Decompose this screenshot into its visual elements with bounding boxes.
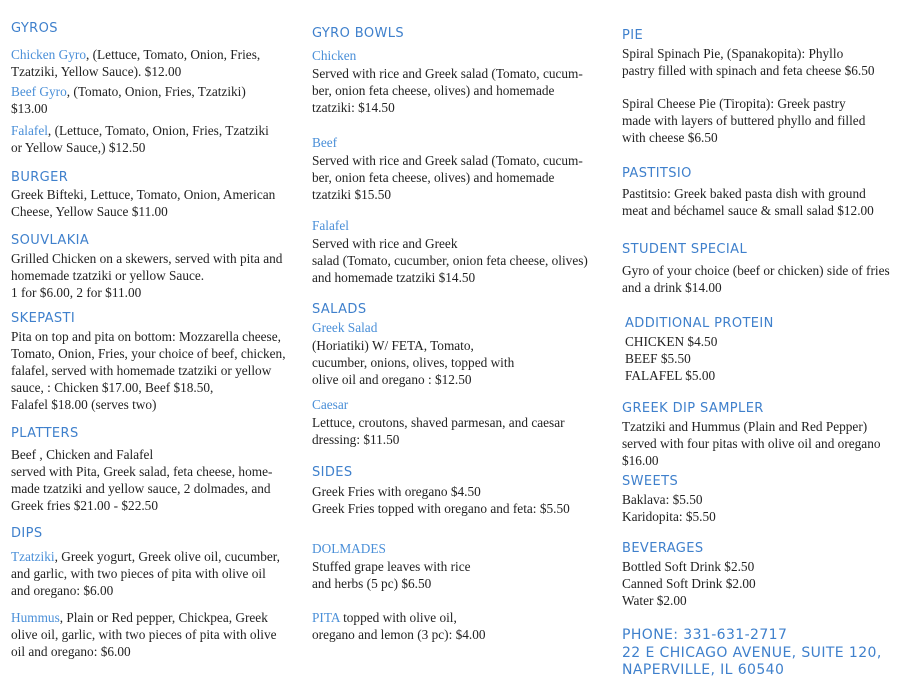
menu-item-description: Water $2.00 [622,593,687,608]
menu-item-text: , (Lettuce, Tomato, Onion, Fries, Tzatziki [47,123,269,138]
menu-item-description: tzatziki: $14.50 [312,100,395,115]
menu-item-description: Greek Bifteki, Lettuce, Tomato, Onion, American [11,187,276,202]
menu-item [11,83,246,117]
menu-item-description: served with Pita, Greek salad, feta cheese, home- [11,464,273,479]
menu-item-name: Tzatziki [11,549,55,564]
menu-item-description: Lettuce, croutons, shaved parmesan, and caesar [312,415,565,430]
menu-item-description: cucumber, onions, olives, topped with [312,355,515,370]
menu-item [622,558,756,609]
menu-item-description: Tzatziki and Hummus (Plain and Red Pepper) [622,419,868,434]
menu-item-description: Cheese, Yellow Sauce $11.00 [11,204,168,219]
menu-item-description: Karidopita: $5.50 [622,509,716,524]
menu-item-name: DOLMADES [312,541,386,556]
menu-item-description: CHICKEN $4.50 [625,334,718,349]
menu-item-description: Stuffed grape leaves with rice [312,559,471,574]
menu-item-description: oregano and lemon (3 pc): $4.00 [312,627,486,642]
menu-item-description: Tzatziki, Yellow Sauce). $12.00 [11,64,182,79]
menu-item [622,95,865,146]
menu-item-description: meat and béchamel sauce & small salad $12.00 [622,203,874,218]
menu-item [11,328,286,413]
menu-item-description: Spiral Spinach Pie, (Spanakopita): Phyllo [622,46,844,61]
menu-item-name: Beef [312,135,338,150]
section-heading-skepasti: SKEPASTI [11,311,76,326]
menu-item [625,333,717,384]
menu-item-description: ber, onion feta cheese, olives) and homemade [312,83,555,98]
menu-item [312,609,486,643]
menu-item [312,540,471,592]
menu-item-name: Chicken Gyro [11,47,86,62]
section-heading-souvlakia: SOUVLAKIA [11,233,90,248]
menu-item-description: Spiral Cheese Pie (Tiropita): Greek pastry [622,96,846,111]
menu-item-text: , Greek yogurt, Greek olive oil, cucumber, [54,549,280,564]
menu-item-description: olive oil and oregano : $12.50 [312,372,472,387]
menu-item-description [11,122,269,139]
menu-item-description [312,609,486,626]
menu-item-name: PITA [312,610,340,625]
menu-item-description [11,609,277,626]
menu-item-name: Beef Gyro [11,84,67,99]
menu-item-description: FALAFEL $5.00 [625,368,716,383]
menu-item-description: with cheese $6.50 [622,130,718,145]
section-heading-greek-dip-sampler: GREEK DIP SAMPLER [622,401,764,416]
menu-item [622,491,716,525]
menu-item-description [11,83,246,100]
menu-item-description: Tomato, Onion, Fries, your choice of beef, chicken, [11,346,286,361]
section-heading-pastitsio: PASTITSIO [622,166,692,181]
menu-item-description: Beef , Chicken and Falafel [11,447,154,462]
menu-item-text: , (Lettuce, Tomato, Onion, Fries, [85,47,261,62]
section-heading-gyros: GYROS [11,21,58,36]
menu-item [11,609,277,660]
menu-item-description: or Yellow Sauce,) $12.50 [11,140,146,155]
menu-item-description: dressing: $11.50 [312,432,400,447]
menu-item-description: and herbs (5 pc) $6.50 [312,576,432,591]
menu-item-description: and homemade tzatziki $14.50 [312,270,476,285]
address-line-1: 22 E CHICAGO AVENUE, SUITE 120, [622,644,882,661]
section-heading-additional-protein: ADDITIONAL PROTEIN [625,316,774,331]
menu-item-description: and oregano: $6.00 [11,583,114,598]
menu-item [622,418,881,469]
menu-item-name: Falafel [312,218,349,233]
menu-item [312,319,514,388]
menu-item [11,548,280,599]
section-heading-burger: BURGER [11,170,69,185]
menu-item [312,483,570,517]
menu-item-description: Greek Fries with oregano $4.50 [312,484,481,499]
menu-item-name: Greek Salad [312,320,378,335]
menu-item-text: , (Tomato, Onion, Fries, Tzatziki) [66,84,246,99]
menu-item-name: Falafel [11,123,48,138]
section-heading-salads: SALADS [312,302,367,317]
menu-item-description: sauce, : Chicken $17.00, Beef $18.50, [11,380,214,395]
menu-item [312,217,588,286]
section-heading-dips: DIPS [11,526,43,541]
section-heading-gyro-bowls: GYRO BOWLS [312,26,405,41]
menu-item-name: Hummus [11,610,60,625]
section-heading-student-special: STUDENT SPECIAL [622,242,748,257]
section-heading-sweets: SWEETS [622,474,679,489]
contact-info [622,627,882,680]
menu-item-description: homemade tzatziki or yellow Sauce. [11,268,205,283]
phone-number: PHONE: 331-631-2717 [622,627,788,643]
menu-item-description: served with four pitas with olive oil and oregano [622,436,881,451]
menu-item [622,262,890,296]
menu-item-description: pastry filled with spinach and feta cheese $6.50 [622,63,875,78]
menu-item-description: $13.00 [11,101,48,116]
menu-item-description: Bottled Soft Drink $2.50 [622,559,755,574]
menu-item-description: olive oil, garlic, with two pieces of pita with olive [11,627,277,642]
menu-item-description: made with layers of buttered phyllo and filled [622,113,866,128]
menu-item-description: 1 for $6.00, 2 for $11.00 [11,285,142,300]
menu-item-description: Served with rice and Greek [312,236,458,251]
menu-item-name: Chicken [312,48,357,63]
menu-item [622,185,874,219]
menu-item-description: Pastitsio: Greek baked pasta dish with ground [622,186,866,201]
menu-item [622,45,875,79]
menu-item-description: (Horiatiki) W/ FETA, Tomato, [312,338,474,353]
menu-item-name: Caesar [312,397,349,412]
menu-item [11,250,282,301]
menu-item-description: ber, onion feta cheese, olives) and homemade [312,170,555,185]
menu-item-description: BEEF $5.50 [625,351,691,366]
menu-item-description: Served with rice and Greek salad (Tomato, cucum- [312,153,583,168]
menu-item [312,396,565,448]
menu-item-description: made tzatziki and yellow sauce, 2 dolmades, and [11,481,271,496]
menu-item-description: Pita on top and pita on bottom: Mozzarella cheese, [11,329,281,344]
section-heading-beverages: BEVERAGES [622,541,704,556]
menu-item-description: Grilled Chicken on a skewers, served with pita and [11,251,283,266]
menu-item-description: Canned Soft Drink $2.00 [622,576,756,591]
menu-item-description: salad (Tomato, cucumber, onion feta cheese, olives) [312,253,588,268]
menu-item-description: and a drink $14.00 [622,280,722,295]
menu-item [312,134,583,203]
section-heading-pie: PIE [622,28,644,43]
menu-item-description: $16.00 [622,453,659,468]
menu-item-description: Greek Fries topped with oregano and feta: $5.50 [312,501,570,516]
menu-item-description: falafel, served with homemade tzatziki or yellow [11,363,272,378]
section-heading-sides: SIDES [312,465,353,480]
menu-item-description: oil and oregano: $6.00 [11,644,131,659]
menu-item-text: , Plain or Red pepper, Chickpea, Greek [59,610,268,625]
address-line-2: NAPERVILLE, IL 60540 [622,662,785,678]
menu-item [11,122,269,156]
menu-item [11,186,275,220]
menu-item [11,446,272,514]
section-heading-platters: PLATTERS [11,426,79,441]
menu-item-text: topped with olive oil, [339,610,457,625]
menu-item-description: Falafel $18.00 (serves two) [11,397,157,412]
menu-item-description: tzatziki $15.50 [312,187,392,202]
menu-item-description [11,548,280,565]
menu-item-description: and garlic, with two pieces of pita with olive oil [11,566,266,581]
menu-item-description: Greek fries $21.00 - $22.50 [11,498,158,513]
menu-item-description: Served with rice and Greek salad (Tomato, cucum- [312,66,583,81]
menu-item [312,47,583,116]
menu-item-description: Baklava: $5.50 [622,492,703,507]
menu-item-description: Gyro of your choice (beef or chicken) side of fries [622,263,890,278]
menu-item [11,46,260,80]
menu-item-description [11,46,260,63]
